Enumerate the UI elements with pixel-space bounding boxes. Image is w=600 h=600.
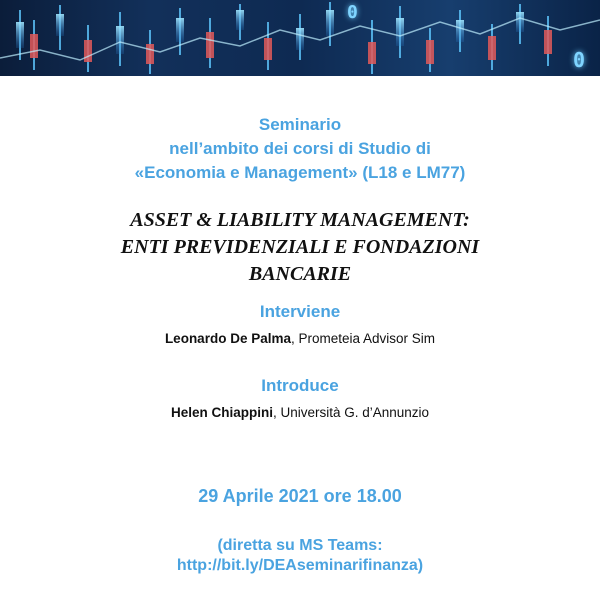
introducer-line <box>0 405 600 420</box>
header-banner-image <box>0 0 600 76</box>
introducer-name: Helen Chiappini <box>170 405 273 420</box>
live-stream-label: (diretta su MS Teams: <box>217 537 383 554</box>
title-line-2: ENTI PREVIDENZIALI E FONDAZIONI <box>120 236 480 258</box>
title-line-3: BANCARIE <box>248 263 352 285</box>
introducer-affiliation: , Università G. d’Annunzio <box>272 405 430 420</box>
live-stream-link[interactable]: http://bit.ly/DEAseminarifinanza) <box>176 557 424 574</box>
title-line-1: ASSET & LIABILITY MANAGEMENT: <box>130 209 470 231</box>
speaker-line <box>0 331 600 346</box>
speaker-name: Leonardo De Palma <box>164 331 291 346</box>
seminar-context: nell’ambito dei corsi di Studio di <box>169 139 431 158</box>
speaker-role: Interviene <box>259 302 341 321</box>
seminar-label: Seminario <box>258 115 342 134</box>
stock-chart-graphic <box>0 0 600 76</box>
banner-digit-right: 0 <box>573 48 586 72</box>
seminar-course: «Economia e Management» (L18 e LM77) <box>134 163 466 182</box>
speaker-affiliation: , Prometeia Advisor Sim <box>290 331 436 346</box>
event-datetime: 29 Aprile 2021 ore 18.00 <box>198 486 402 506</box>
introducer-role: Introduce <box>261 376 339 395</box>
banner-digit-top: 0 <box>347 2 358 23</box>
